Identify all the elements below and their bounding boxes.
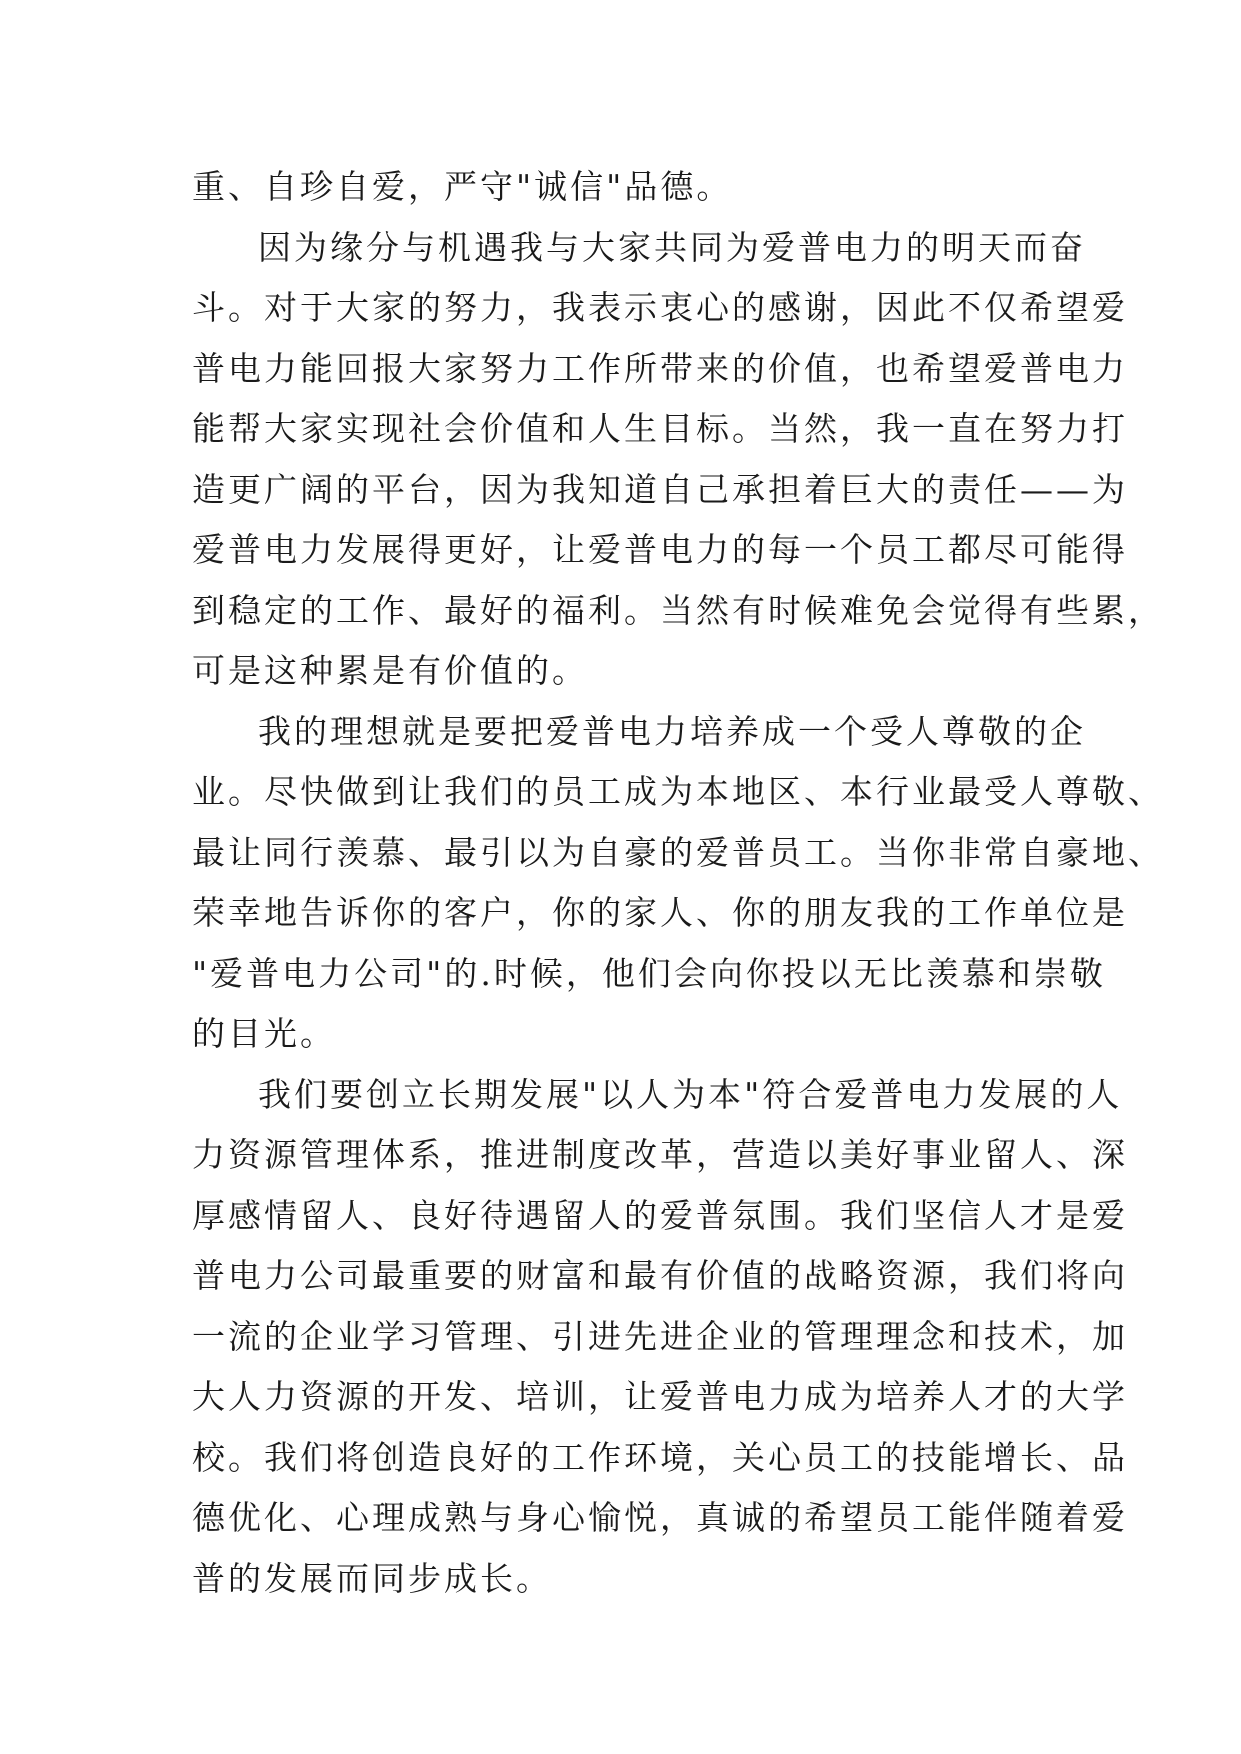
text-line: 爱普电力发展得更好，让爱普电力的每一个员工都尽可能得 — [192, 530, 1128, 569]
text-line: 斗。对于大家的努力，我表示衷心的感谢，因此不仅希望爱 — [192, 288, 1128, 327]
text-line: 一流的企业学习管理、引进先进企业的管理理念和技术，加 — [192, 1316, 1128, 1356]
text-line: 可是这种累是有价值的。 — [192, 651, 588, 690]
text-line: 普电力公司最重要的财富和最有价值的战略资源，我们将向 — [192, 1256, 1128, 1295]
text-line: 荣幸地告诉你的客户，你的家人、你的朋友我的工作单位是 — [192, 893, 1128, 932]
document-body — [192, 157, 1164, 1609]
text-line: 能帮大家实现社会价值和人生目标。当然，我一直在努力打 — [192, 409, 1128, 448]
text-line: 重、自珍自爱，严守"诚信"品德。 — [192, 167, 733, 206]
text-line: 厚感情留人、良好待遇留人的爱普氛围。我们坚信人才是爱 — [192, 1195, 1128, 1235]
text-line: 造更广阔的平台，因为我知道自己承担着巨大的责任——为 — [192, 469, 1128, 509]
text-line: "爱普电力公司"的.时候，他们会向你投以无比羡慕和崇敬 — [192, 953, 1106, 993]
text-line: 我的理想就是要把爱普电力培养成一个受人尊敬的企 — [258, 711, 1086, 751]
text-line: 业。尽快做到让我们的员工成为本地区、本行业最受人尊敬、 — [192, 772, 1164, 811]
text-line: 的目光。 — [192, 1014, 336, 1053]
text-line: 最让同行羡慕、最引以为自豪的爱普员工。当你非常自豪地、 — [192, 832, 1164, 872]
text-line: 我们要创立长期发展"以人为本"符合爱普电力发展的人 — [258, 1074, 1123, 1114]
text-line: 普的发展而同步成长。 — [192, 1558, 552, 1598]
text-line: 普电力能回报大家努力工作所带来的价值，也希望爱普电力 — [192, 348, 1128, 388]
text-line: 德优化、心理成熟与身心愉悦，真诚的希望员工能伴随着爱 — [192, 1498, 1128, 1537]
text-line: 大人力资源的开发、培训，让爱普电力成为培养人才的大学 — [192, 1377, 1128, 1416]
text-line: 到稳定的工作、最好的福利。当然有时候难免会觉得有些累， — [192, 590, 1164, 630]
text-line: 因为缘分与机遇我与大家共同为爱普电力的明天而奋 — [258, 227, 1086, 267]
text-line: 校。我们将创造良好的工作环境，关心员工的技能增长、品 — [192, 1437, 1128, 1477]
text-line: 力资源管理体系，推进制度改革，营造以美好事业留人、深 — [192, 1135, 1128, 1174]
